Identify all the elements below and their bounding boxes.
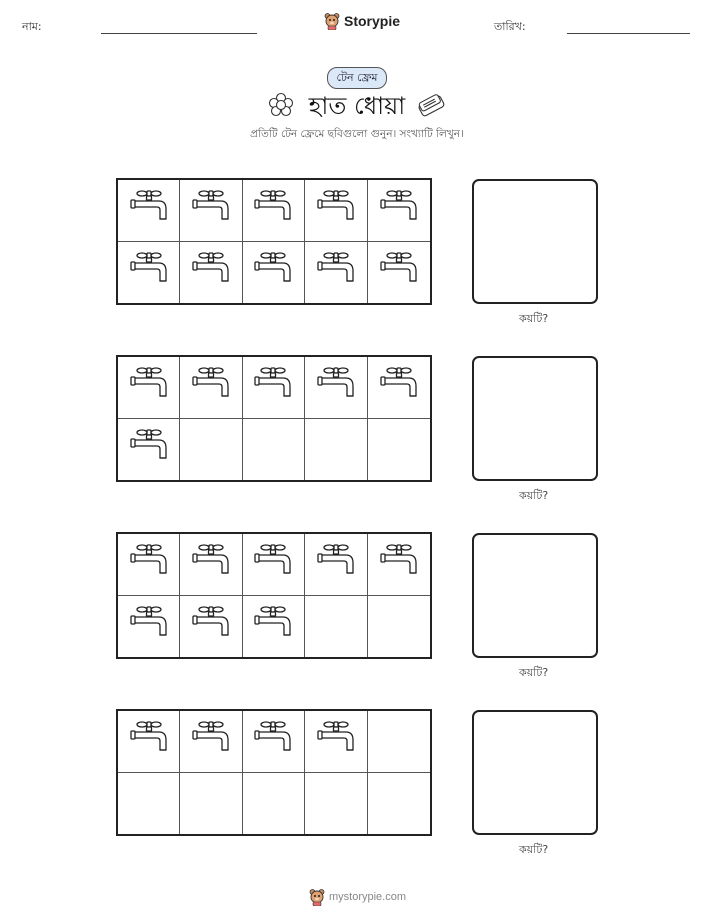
water-tap-icon [129,251,169,293]
water-tap-icon [379,189,419,231]
frame-cell [243,357,305,419]
frame-cell [305,357,367,419]
answer-box-4[interactable] [472,710,598,835]
date-line[interactable] [567,33,690,34]
water-tap-icon [379,366,419,408]
water-tap-icon [129,720,169,762]
storypie-logo-icon [309,888,325,906]
frame-cell [305,711,367,773]
name-label: নাম: [22,20,42,33]
water-tap-icon [253,366,293,408]
storypie-logo-icon [324,12,340,30]
frame-cell [305,419,367,481]
answer-prompt-4: কয়টি? [519,843,549,856]
frame-cell [305,534,367,596]
frame-cell [305,596,367,658]
frame-cell [368,773,430,835]
water-tap-icon [379,543,419,585]
frame-cell [368,357,430,419]
water-tap-icon [316,720,356,762]
water-tap-icon [191,720,231,762]
worksheet-badge: টেন ফ্রেম [327,67,387,89]
water-tap-icon [316,366,356,408]
ten-frame-3 [116,532,432,659]
frame-cell [305,773,367,835]
frame-cell [243,534,305,596]
frame-cell [368,180,430,242]
instruction-text: প্রতিটি টেন ফ্রেমে ছবিগুলো গুনুন। সংখ্যাটি লিখুন। [250,128,464,140]
frame-cell [118,242,180,304]
frame-cell [180,242,242,304]
water-tap-icon [129,605,169,647]
water-tap-icon [129,189,169,231]
frame-cell [305,242,367,304]
frame-cell [243,596,305,658]
frame-cell [118,596,180,658]
water-tap-icon [253,605,293,647]
date-label: তারিখ: [494,20,526,33]
ten-frame-4 [116,709,432,836]
water-tap-icon [191,251,231,293]
answer-prompt-2: কয়টি? [519,489,549,502]
soap-bar-icon [415,92,447,118]
frame-cell [368,242,430,304]
frame-cell [180,534,242,596]
frame-cell [118,534,180,596]
worksheet-title: হাত ধোয়া [308,92,406,120]
frame-cell [368,534,430,596]
frame-cell [180,180,242,242]
water-tap-icon [129,366,169,408]
answer-box-3[interactable] [472,533,598,658]
ten-frame-1 [116,178,432,305]
water-tap-icon [191,605,231,647]
water-tap-icon [316,251,356,293]
frame-cell [243,180,305,242]
water-tap-icon [129,428,169,470]
answer-prompt-1: কয়টি? [519,312,549,325]
frame-cell [368,596,430,658]
ten-frame-2 [116,355,432,482]
frame-cell [180,773,242,835]
frame-cell [118,419,180,481]
water-tap-icon [191,543,231,585]
frame-cell [243,242,305,304]
water-tap-icon [191,189,231,231]
frame-cell [180,357,242,419]
answer-box-2[interactable] [472,356,598,481]
frame-cell [118,773,180,835]
water-tap-icon [316,543,356,585]
frame-cell [305,180,367,242]
name-line[interactable] [101,33,257,34]
answer-prompt-3: কয়টি? [519,666,549,679]
water-tap-icon [253,189,293,231]
water-tap-icon [129,543,169,585]
brand-name: Storypie [344,13,401,29]
brand-logo [324,12,400,30]
frame-cell [243,711,305,773]
frame-cell [118,180,180,242]
frame-cell [118,711,180,773]
frame-cell [368,419,430,481]
frame-cell [118,357,180,419]
footer [309,888,406,906]
frame-cell [368,711,430,773]
frame-cell [180,419,242,481]
frame-cell [180,596,242,658]
answer-box-1[interactable] [472,179,598,304]
footer-url: mystorypie.com [329,891,407,903]
frame-cell [180,711,242,773]
water-tap-icon [316,189,356,231]
water-tap-icon [253,720,293,762]
water-tap-icon [191,366,231,408]
water-tap-icon [253,543,293,585]
frame-cell [243,773,305,835]
water-tap-icon [253,251,293,293]
water-tap-icon [379,251,419,293]
frame-cell [243,419,305,481]
